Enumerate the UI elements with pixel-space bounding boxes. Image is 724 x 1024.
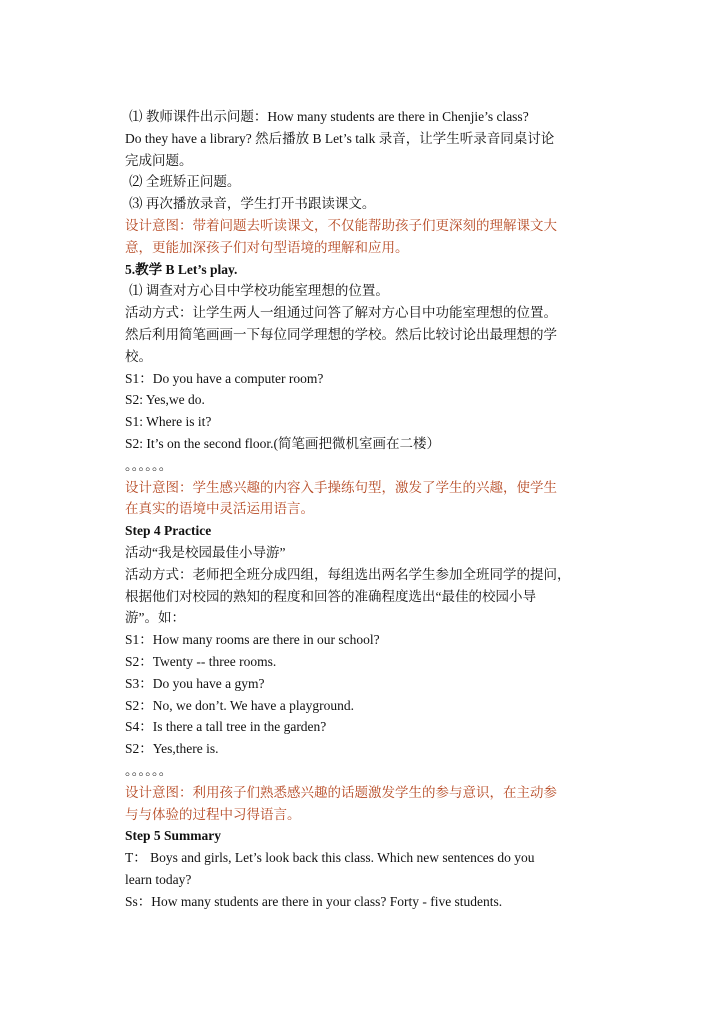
design-intent-line: 设计意图：带着问题去听读课文，不仅能帮助孩子们更深刻的理解课文大 <box>125 217 557 233</box>
text-line: S1：How many rooms are there in our school? <box>125 632 380 648</box>
text-line: S2：Twenty -- three rooms. <box>125 653 277 669</box>
text-line: S2: Yes,we do. <box>125 392 205 408</box>
text-line: S1: Where is it? <box>125 414 212 430</box>
design-intent-line: 意，更能加深孩子们对句型语境的理解和应用。 <box>125 239 409 255</box>
text-line: 完成问题。 <box>125 152 193 168</box>
text-line: S3：Do you have a gym? <box>125 675 265 691</box>
text-line: 活动方式：让学生两人一组通过问答了解对方心目中功能室理想的位置。 <box>125 305 557 321</box>
numbered-step-line: ⑶ 再次播放录音，学生打开书跟读课文。 <box>129 196 376 212</box>
text-line: 。。。。。。 <box>125 457 173 473</box>
text-line: 活动方式：老师把全班分成四组，每组选出两名学生参加全班同学的提问， <box>125 566 571 582</box>
text-line: S2：Yes,there is. <box>125 741 219 757</box>
text-line: S2：No, we don’t. We have a playground. <box>125 697 354 713</box>
text-line: 。。。。。。 <box>125 762 173 778</box>
numbered-step-line: ⑴ 调查对方心目中学校功能室理想的位置。 <box>129 283 389 299</box>
text-line: learn today? <box>125 871 192 887</box>
numbered-step-line: ⑵ 全班矫正问题。 <box>129 174 241 190</box>
design-intent-line: 与与体验的过程中习得语言。 <box>125 806 301 822</box>
text-line: Ss：How many students are there in your class? Forty - five students. <box>125 893 503 909</box>
design-intent-line: 在真实的语境中灵活运用语言。 <box>125 501 314 517</box>
text-line: S1：Do you have a computer room? <box>125 370 324 386</box>
section-heading: Step 4 Practice <box>125 523 212 539</box>
text-line: 活动“我是校园最佳小导游” <box>125 544 286 560</box>
design-intent-line: 设计意图：利用孩子们熟悉感兴趣的话题激发学生的参与意识，在主动参 <box>125 784 557 800</box>
text-line: S2: It’s on the second floor.(简笔画把微机室画在二楼） <box>125 435 440 451</box>
text-line: 游”。如： <box>125 610 185 626</box>
text-line: 然后利用简笔画画一下每位同学理想的学校。然后比较讨论出最理想的学 <box>125 326 557 342</box>
lesson-plan-text <box>125 106 599 912</box>
text-line: 校。 <box>125 348 152 364</box>
design-intent-line: 设计意图：学生感兴趣的内容入手操练句型，激发了学生的兴趣，使学生 <box>125 479 557 495</box>
section-heading: Step 5 Summary <box>125 828 222 844</box>
text-line: Do they have a library? 然后播放 B Let’s talk 录音，让学生听录音同桌讨论 <box>125 130 555 146</box>
text-line: S4：Is there a tall tree in the garden? <box>125 719 327 735</box>
text-line: T： Boys and girls, Let’s look back this class. Which new sentences do you <box>125 850 535 866</box>
text-line: 根据他们对校园的熟知的程度和回答的准确程度选出“最佳的校园小导 <box>125 588 536 604</box>
numbered-step-line: ⑴ 教师课件出示问题：How many students are there in Chenjie’s class? <box>129 109 529 124</box>
section-heading: 5.教学 B Let’s play. <box>125 261 238 277</box>
